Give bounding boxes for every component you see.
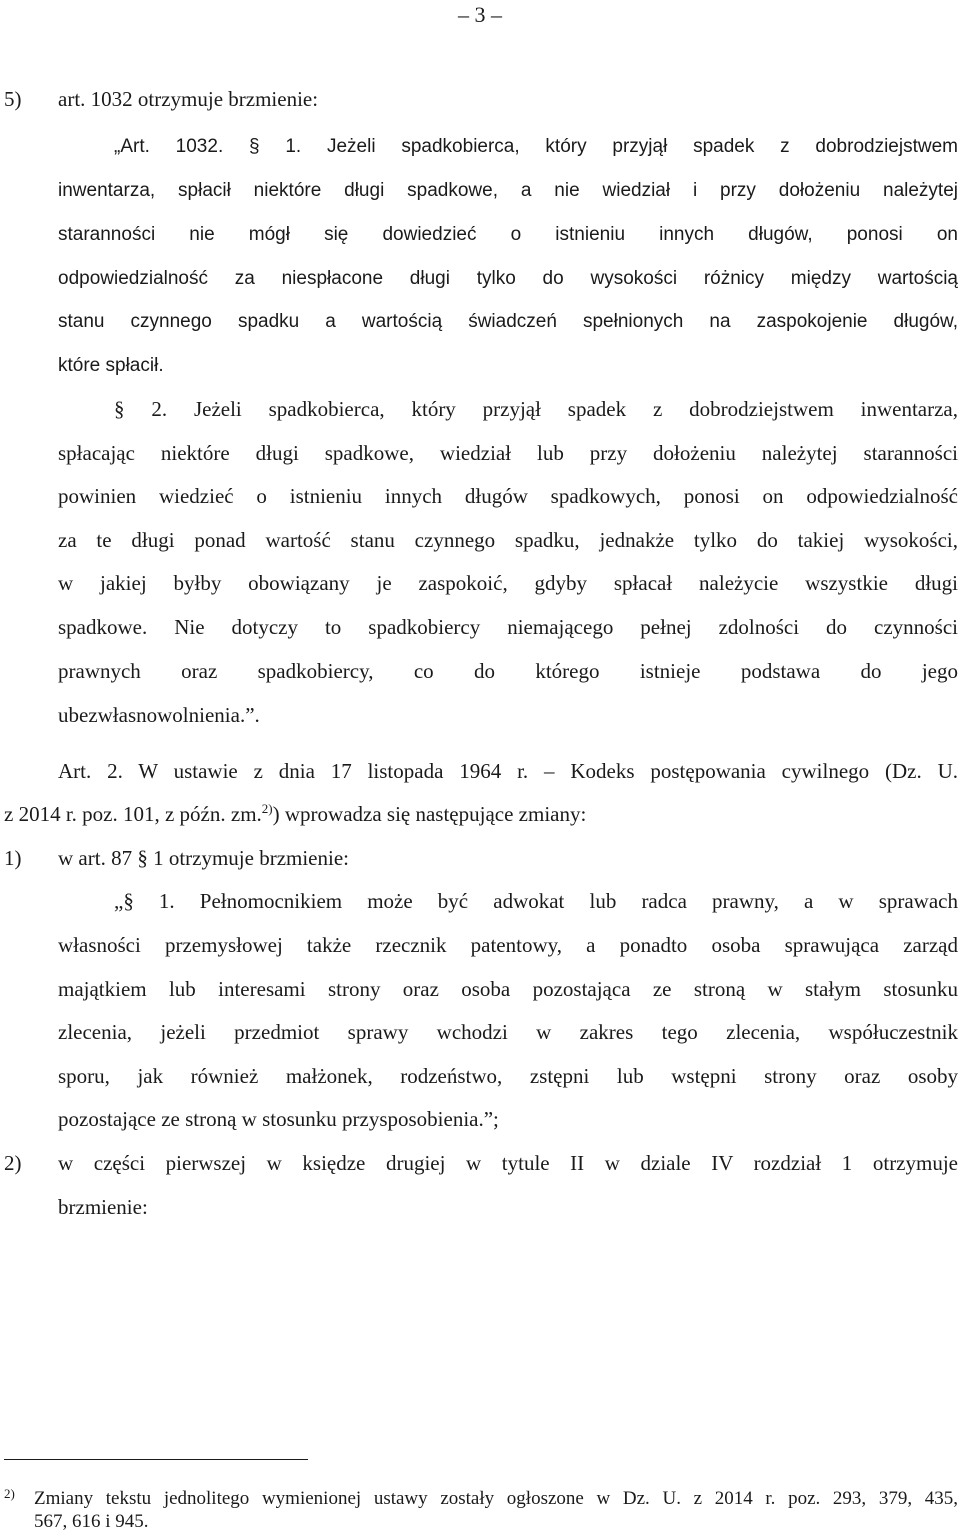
paragraph-line: § 2. Jeżeli spadkobierca, który przyjął spadek z dobrodziejstwem inwentarza, <box>114 397 958 421</box>
list-item-number: 5) <box>4 87 22 111</box>
paragraph-line: spadkowe. Nie dotyczy to spadkobiercy niemającego pełnej zdolności do czynności <box>58 615 958 639</box>
list-item-number: 1) <box>4 846 22 870</box>
footnote-reference: 2) <box>261 801 273 816</box>
paragraph-line: brzmienie: <box>58 1195 148 1219</box>
paragraph-line: które spłacił. <box>58 355 164 376</box>
paragraph-line: pozostające ze stroną w stosunku przysposobienia.”; <box>58 1107 499 1131</box>
page-number: – 3 – <box>458 2 502 27</box>
paragraph-line: za te długi ponad wartość stanu czynnego spadku, jednakże tylko do takiej wysokości, <box>58 528 958 552</box>
list-item-text: w art. 87 § 1 otrzymuje brzmienie: <box>58 846 349 870</box>
paragraph-line: inwentarza, spłacił niektóre długi spadkowe, a nie wiedział i przy dołożeniu należytej <box>58 180 958 201</box>
paragraph-line: własności przemysłowej także rzecznik patentowy, a ponadto osoba sprawująca zarząd <box>58 933 958 957</box>
paragraph-line: odpowiedzialność za niespłacone długi tylko do wysokości różnicy między wartością <box>58 268 958 289</box>
paragraph-line: ubezwłasnowolnienia.”. <box>58 703 260 727</box>
footnote-line: 567, 616 i 945. <box>34 1511 149 1532</box>
paragraph-line: „Art. 1032. § 1. Jeżeli spadkobierca, który przyjął spadek z dobrodziejstwem <box>114 136 958 157</box>
paragraph-line: majątkiem lub interesami strony oraz osoba pozostająca ze stroną w stałym stosunku <box>58 977 958 1001</box>
list-item-number: 2) <box>4 1151 22 1175</box>
paragraph-line: powinien wiedzieć o istnieniu innych długów spadkowych, ponosi on odpowiedzialność <box>58 484 958 508</box>
paragraph-line: „§ 1. Pełnomocnikiem może być adwokat lub radca prawny, a w sprawach <box>114 889 958 913</box>
paragraph-line: sporu, jak również małżonek, rodzeństwo, zstępni lub wstępni strony oraz osoby <box>58 1064 958 1088</box>
footnote-line: Zmiany tekstu jednolitego wymienionej ustawy zostały ogłoszone w Dz. U. z 2014 r. poz. 293, 379, 435, <box>34 1488 958 1509</box>
paragraph-line: spłacając niektóre długi spadkowe, wiedział lub przy dołożeniu należytej staranności <box>58 441 958 465</box>
footnote-separator <box>4 1459 308 1460</box>
footnote-marker: 2) <box>4 1486 15 1501</box>
article-line: z 2014 r. poz. 101, z późn. zm.$^{2)}$) wprowadza się następujące zmiany: <box>4 801 587 826</box>
paragraph-line: stanu czynnego spadku a wartością świadczeń spełnionych na zaspokojenie długów, <box>58 311 958 332</box>
list-item-text: w części pierwszej w księdze drugiej w tytule II w dziale IV rozdział 1 otrzymuje <box>58 1151 958 1175</box>
paragraph-line: w jakiej byłby obowiązany je zaspokoić, gdyby spłacał należycie wszystkie długi <box>58 571 958 595</box>
paragraph-line: zlecenia, jeżeli przedmiot sprawy wchodzi w zakres tego zlecenia, współuczestnik <box>58 1020 958 1044</box>
paragraph-line: staranności nie mógł się dowiedzieć o istnieniu innych długów, ponosi on <box>58 224 958 245</box>
article-heading-line: Art. 2. W ustawie z dnia 17 listopada 1964 r. – Kodeks postępowania cywilnego (Dz. U. <box>58 759 958 783</box>
paragraph-line: prawnych oraz spadkobiercy, co do którego istnieje podstawa do jego <box>58 659 958 683</box>
list-item-text: art. 1032 otrzymuje brzmienie: <box>58 87 319 111</box>
